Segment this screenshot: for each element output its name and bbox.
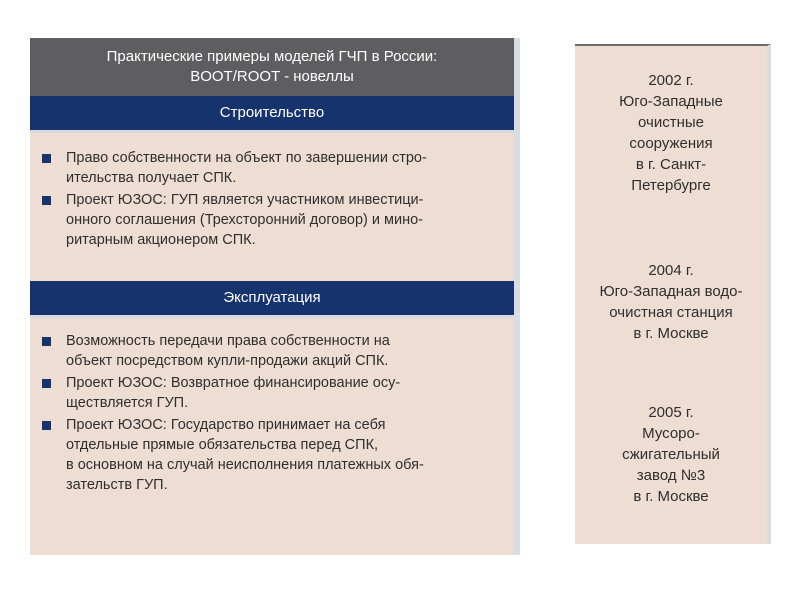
bullet-text-line: Возможность передачи права собственности на <box>66 333 390 349</box>
bullet-text-line: онного соглашения (Трехсторонний договор) и мино- <box>66 212 423 228</box>
project-entry-2005 <box>575 402 767 507</box>
bullet-text-line: Право собственности на объект по завершении стро- <box>66 150 427 166</box>
project-text-line: очистные <box>638 114 704 131</box>
bullet-text-line: ществляется ГУП. <box>66 395 189 411</box>
square-bullet-icon <box>42 337 51 346</box>
bullet-text-line: Проект ЮЗОС: Возвратное финансирование осу- <box>66 375 401 391</box>
project-text-line: завод №3 <box>636 467 706 484</box>
panel-title <box>30 38 514 96</box>
list-item <box>38 148 508 188</box>
project-year: 2002 г. <box>648 72 694 89</box>
bullet-text-line: ительства получает СПК. <box>66 170 237 186</box>
bullet-text-line: объект посредством купли-продажи акций СПК. <box>66 353 389 369</box>
project-year: 2005 г. <box>648 404 694 421</box>
panel-title-line-1: Практические примеры моделей ГЧП в России: <box>106 48 438 65</box>
project-text-line: сжигательный <box>622 446 720 463</box>
list-item <box>38 373 508 413</box>
project-text-line: Мусоро- <box>642 425 700 442</box>
project-text-line: сооружения <box>629 135 713 152</box>
project-text-line: Юго-Западная водо- <box>599 283 743 300</box>
square-bullet-icon <box>42 154 51 163</box>
project-text-line: в г. Санкт- <box>635 156 707 173</box>
section-header-operation: Эксплуатация <box>30 281 514 315</box>
construction-bullet-list <box>38 148 508 252</box>
bullet-text-line: зательств ГУП. <box>66 477 168 493</box>
section-divider <box>30 130 514 133</box>
square-bullet-icon <box>42 421 51 430</box>
project-year: 2004 г. <box>648 262 694 279</box>
project-examples-panel <box>575 44 771 544</box>
project-text-line: Юго-Западные <box>619 93 723 110</box>
ppp-models-panel <box>30 38 520 555</box>
list-item <box>38 331 508 371</box>
square-bullet-icon <box>42 379 51 388</box>
bullet-text-line: в основном на случай неисполнения платежных обя- <box>66 457 424 473</box>
project-entry-2002 <box>575 70 767 196</box>
project-text-line: очистная станция <box>609 304 733 321</box>
section-divider <box>30 315 514 318</box>
project-text-line: Петербурге <box>631 177 711 194</box>
project-entry-2004 <box>575 260 767 344</box>
list-item <box>38 190 508 250</box>
bullet-text-line: отдельные прямые обязательства перед СПК, <box>66 437 379 453</box>
list-item <box>38 415 508 495</box>
section-header-construction: Строительство <box>30 96 514 130</box>
project-text-line: в г. Москве <box>633 325 709 342</box>
panel-title-line-2: BOOT/ROOT - новеллы <box>190 68 354 85</box>
square-bullet-icon <box>42 196 51 205</box>
operation-bullet-list <box>38 331 508 497</box>
bullet-text-line: Проект ЮЗОС: Государство принимает на себя <box>66 417 386 433</box>
bullet-text-line: Проект ЮЗОС: ГУП является участником инвестици- <box>66 192 424 208</box>
bullet-text-line: ритарным акционером СПК. <box>66 232 256 248</box>
project-text-line: в г. Москве <box>633 488 709 505</box>
